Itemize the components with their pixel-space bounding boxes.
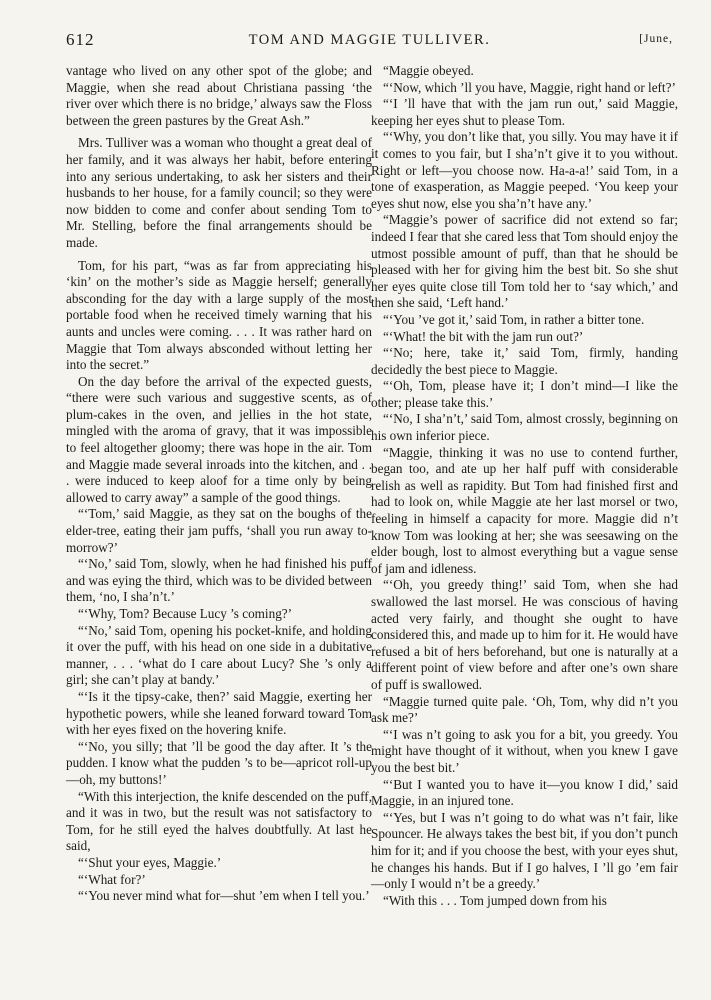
paragraph: “‘Oh, Tom, please have it; I don’t mind—I like the other; please take this.’ [371, 378, 678, 410]
left-column [66, 63, 372, 905]
paragraph: “‘What for?’ [78, 871, 146, 887]
paragraph: “‘But I wanted you to have it—you know I did,’ said Maggie, in an injured tone. [371, 776, 678, 809]
paragraph: “‘You ’ve got it,’ said Tom, in rather a bitter tone. [383, 311, 645, 327]
paragraph: “With this . . . Tom jumped down from his [383, 892, 607, 908]
running-date: [June, [639, 33, 673, 45]
paragraph: “‘Why, Tom? Because Lucy ’s coming?’ [78, 606, 293, 621]
paragraph: “‘Shut your eyes, Maggie.’ [78, 854, 222, 870]
paragraph: On the day before the arrival of the expected guests, “there were such various and suggestive scents, as of plum-cakes in the oven, and jellies in the hot state, mingled with the aroma of gravy, that it was impossible to feel altogether gloomy; there was hope in the air. Tom and Maggie made several inroads into the kitchen, and . . . were induced to keep aloof for a time only by being allowed to carry away” a sample of the good things. [66, 373, 372, 505]
running-header [66, 30, 673, 54]
paragraph: “Maggie’s power of sacrifice did not extend so far; indeed I fear that she cared less that Tom should enjoy the utmost possible amount of puff, than that he should be pleased with her for giving him the best bit. So she shut her eyes quite close till Tom told her to ‘say which,’ and then she said, ‘Left hand.’ [371, 212, 678, 311]
paragraph: “‘Tom,’ said Maggie, as they sat on the boughs of the elder-tree, eating their jam puffs, ‘shall you run away to-morrow?’ [66, 506, 372, 555]
paragraph: “‘Now, which ’ll you have, Maggie, right hand or left?’ [383, 79, 676, 95]
right-column [371, 63, 678, 909]
paragraph: Tom, for his part, “was as far from appreciating his ‘kin’ on the mother’s side as Maggie herself; generally absconding for the day with a large supply of the most portable food when he received timely warning that his aunts and uncles were coming. . . . It was rather hard on Maggie that Tom always absconded without letting her into the secret.” [66, 257, 372, 373]
paragraph: “‘Why, you don’t like that, you silly. You may have it if it comes to you fair, but I sha’n’t give it to you without. Right or left—you choose now. Ha-a-a!’ said Tom, in a tone of exasperation, as Maggie peeped. ‘You keep your eyes shut now, else you sha’n’t have any.’ [371, 129, 678, 211]
paragraph: vantage who lived on any other spot of the globe; and Maggie, when she read about Christiana passing ‘the river over which there is no bridge,’ always saw the Floss between the green pastures by the Great Ash.” [66, 63, 372, 128]
paragraph: “Maggie obeyed. [383, 63, 474, 78]
paragraph: “‘No,’ said Tom, opening his pocket-knife, and holding it over the puff, with his head on one side in a dubitative manner, . . . ‘what do I care about Lucy? She ’s only a girl; she can’t play at bandy.’ [66, 622, 372, 688]
paragraph: “‘I was n’t going to ask you for a bit, you greedy. You might have thought of it without, when you knew I gave you the best bit.’ [371, 726, 678, 775]
paragraph: “‘Oh, you greedy thing!’ said Tom, when she had swallowed the last morsel. He was conscious of having acted very fairly, and thought she ought to have considered this, and made up to him for it. He would have refused a bit of hers beforehand, but one is naturally at a different point of view before and after one’s own share of puff is swallowed. [371, 577, 678, 692]
page-number: 612 [66, 30, 95, 49]
paragraph: “Maggie, thinking it was no use to contend further, began too, and ate up her half puff with considerable relish as well as rapidity. But Tom had finished first and had to look on, while Maggie ate her last morsel or two, feeling in himself a capacity for more. Maggie did n’t know Tom was looking at her; she was seesawing on the elder bough, lost to almost everything but a vague sense of jam and idleness. [371, 444, 678, 576]
paragraph: “‘No, I sha’n’t,’ said Tom, almost crossly, beginning on his own inferior piece. [371, 411, 678, 444]
paragraph: “‘I ’ll have that with the jam run out,’ said Maggie, keeping her eyes shut to please Tom. [371, 96, 678, 128]
paragraph: “With this interjection, the knife descended on the puff, and it was in two, but the result was not satisfactory to Tom, for he still eyed the halves doubtfully. At last he said, [66, 788, 372, 854]
paragraph: “‘What! the bit with the jam run out?’ [383, 328, 584, 344]
paragraph: “‘Is it the tipsy-cake, then?’ said Maggie, exerting her hypothetic powers, while she leaned forward toward Tom with her eyes fixed on the hovering knife. [66, 688, 372, 738]
paragraph: “‘No, you silly; that ’ll be good the day after. It ’s the pudden. I know what the pudden ’s to be—apricot roll-up—oh, my buttons!’ [66, 738, 372, 787]
paragraph: Mrs. Tulliver was a woman who thought a great deal of her family, and it was always her habit, before entering into any serious undertaking, to ask her sisters and their husbands to her house, for a family council; so they were now bidden to come and confer about sending Tom to Mr. Stelling, before the final arrangements should be made. [66, 135, 372, 250]
running-title: TOM AND MAGGIE TULLIVER. [248, 32, 491, 48]
paragraph: “Maggie turned quite pale. ‘Oh, Tom, why did n’t you ask me?’ [371, 693, 678, 726]
paragraph: “‘No; here, take it,’ said Tom, firmly, handing decidedly the best piece to Maggie. [371, 345, 678, 377]
paragraph: “‘No,’ said Tom, slowly, when he had finished his puff and was eying the third, which was to be divided between them, ‘no, I sha’n’t.’ [66, 556, 372, 605]
paragraph: “‘Yes, but I was n’t going to do what was n’t fair, like Spouncer. He always takes the best bit, if you don’t punch him for it; and if you choose the best, with your eyes shut, he changes his hands. But if I go halves, I ’ll go ’em fair—only I would n’t be a greedy.’ [371, 809, 678, 892]
paragraph: “‘You never mind what for—shut ’em when I tell you.’ [78, 888, 370, 904]
